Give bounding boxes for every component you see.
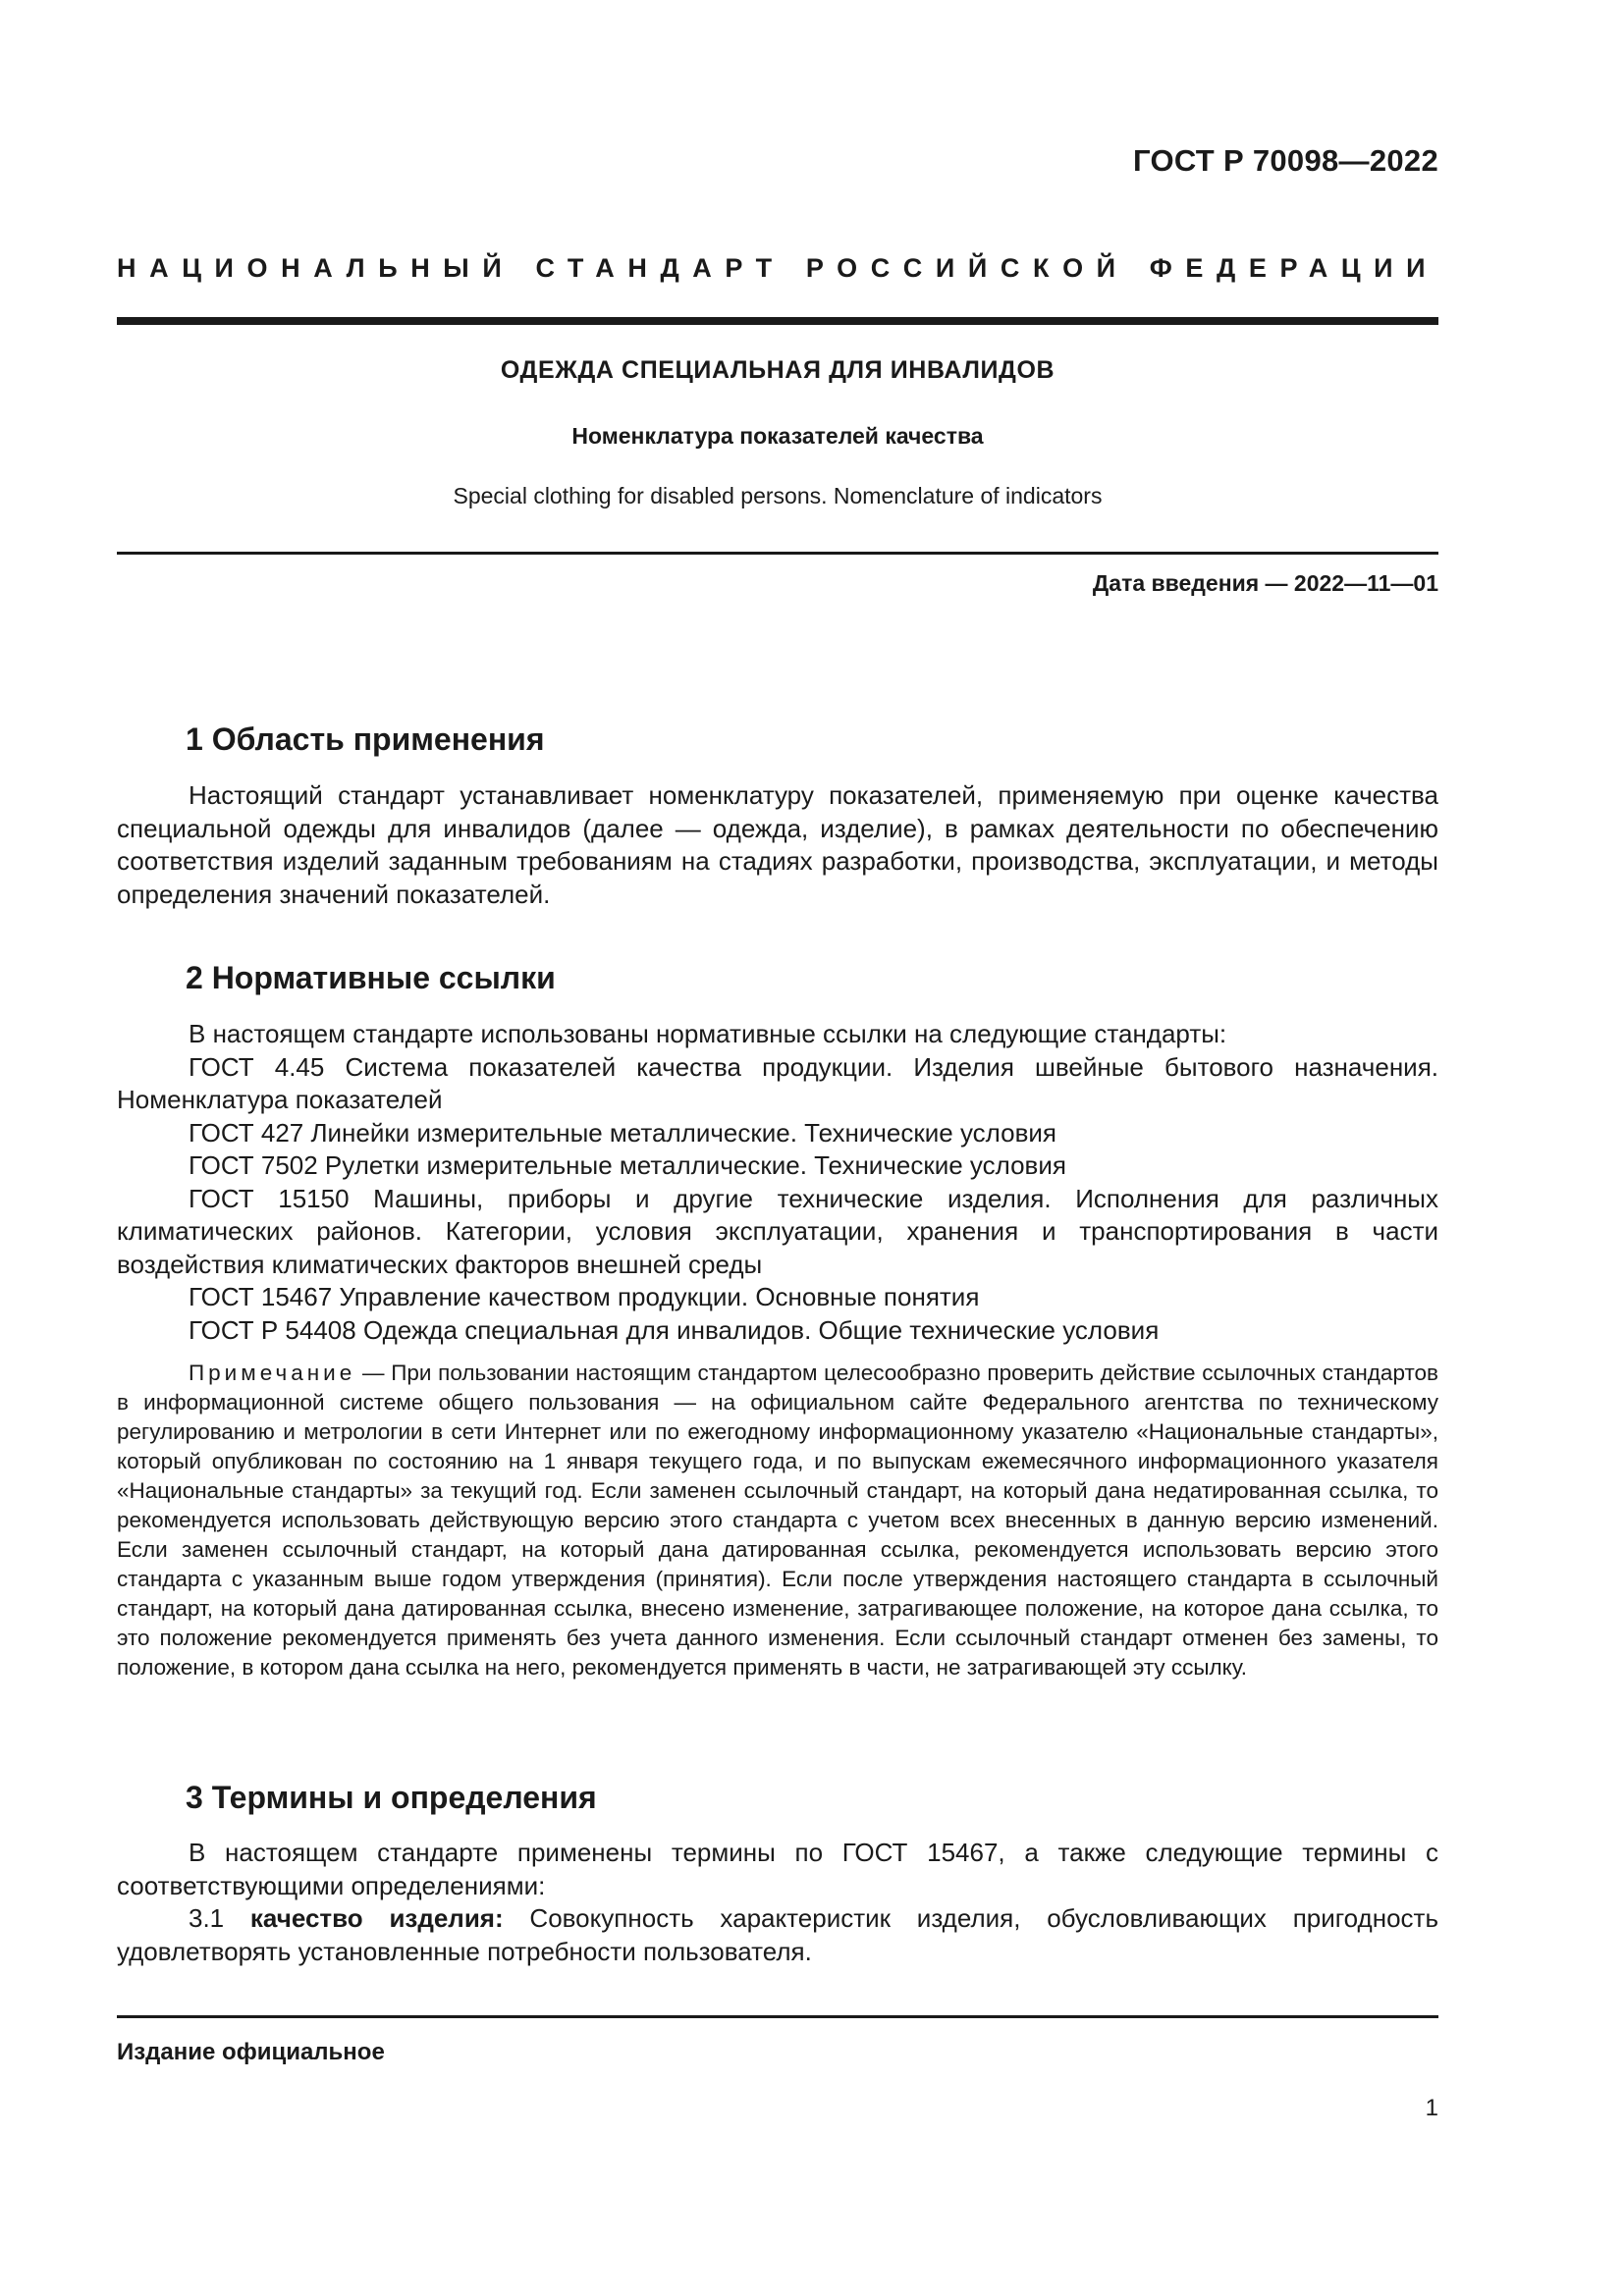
document-page bbox=[117, 0, 1438, 2296]
reference-item: ГОСТ 7502 Рулетки измерительные металлические. Технические условия bbox=[189, 1150, 1066, 1180]
reference-item: ГОСТ Р 54408 Одежда специальная для инвалидов. Общие технические условия bbox=[189, 1314, 1160, 1345]
reference-item: ГОСТ 427 Линейки измерительные металлические. Технические условия bbox=[189, 1117, 1056, 1148]
section-1-heading: 1 Область применения bbox=[186, 721, 545, 757]
document-title-english: Special clothing for disabled persons. Nomenclature of indicators bbox=[453, 483, 1103, 508]
reference-item: ГОСТ 15150 Машины, приборы и другие технические изделия. Исполнения для различных климатических районов. Категории, условия эксплуатации, хранения и транспортирования в части воздействия климатических факторов внешней среды bbox=[117, 1183, 1438, 1279]
bottom-divider bbox=[117, 2015, 1438, 2018]
section-2-body bbox=[117, 1018, 1438, 1347]
document-subtitle: Номенклатура показателей качества bbox=[571, 423, 984, 449]
section-3-body bbox=[117, 1837, 1438, 1968]
references-note bbox=[117, 1359, 1438, 1682]
national-standard-banner: НАЦИОНАЛЬНЫЙ СТАНДАРТ РОССИЙСКОЙ ФЕДЕРАЦИИ bbox=[117, 253, 1439, 283]
top-divider bbox=[117, 317, 1438, 325]
term-number: 3.1 bbox=[189, 1903, 250, 1933]
section-3-heading: 3 Термины и определения bbox=[186, 1780, 597, 1815]
title-divider bbox=[117, 552, 1438, 555]
term-text: Совокупность характеристик изделия, обусловливающих пригодность удовлетворять установленные потребности пользователя. bbox=[117, 1903, 1439, 1966]
term-definition bbox=[117, 1902, 1438, 1968]
section-1-paragraph: Настоящий стандарт устанавливает номенклатуру показателей, применяемую при оценке качества специальной одежды для инвалидов (далее — одежда, изделие), в рамках деятельности по обеспечению соответствия изделий заданным требованиям на стадиях разработки, производства, эксплуатации, и методы определения значений показателей. bbox=[117, 780, 1438, 909]
page-number: 1 bbox=[1425, 2095, 1438, 2121]
section-2-heading: 2 Нормативные ссылки bbox=[186, 960, 556, 995]
document-title: ОДЕЖДА СПЕЦИАЛЬНАЯ ДЛЯ ИНВАЛИДОВ bbox=[500, 356, 1056, 384]
introduction-date: Дата введения — 2022—11—01 bbox=[1092, 570, 1438, 596]
section-2-intro: В настоящем стандарте использованы нормативные ссылки на следующие стандарты: bbox=[189, 1019, 1227, 1048]
term-name: качество изделия: bbox=[249, 1903, 504, 1933]
note-label: Примечание bbox=[189, 1361, 356, 1385]
reference-item: ГОСТ 4.45 Система показателей качества продукции. Изделия швейные бытового назначения. Номенклатура показателей bbox=[117, 1051, 1438, 1114]
reference-item: ГОСТ 15467 Управление качеством продукции. Основные понятия bbox=[189, 1282, 980, 1311]
official-edition-label: Издание официальное bbox=[117, 2039, 385, 2065]
section-3-intro: В настоящем стандарте применены термины по ГОСТ 15467, а также следующие термины с соответствующими определениями: bbox=[117, 1838, 1438, 1900]
section-1-body bbox=[117, 779, 1438, 911]
note-text: — При пользовании настоящим стандартом целесообразно проверить действие ссылочных стандартов в информационной системе общего пользования — на официальном сайте Федерального агентства по техническому регулированию и метрологии в сети Интернет или по ежегодному информационному указателю «Национальные стандарты», который опубликован по состоянию на 1 января текущего года, и по выпускам ежемесячного информационного указателя «Национальные стандарты» за текущий год. Если заменен ссылочный стандарт, на который дана недатированная ссылка, то рекомендуется использовать действующую версию этого стандарта с учетом всех внесенных в данную версию изменений. Если заменен ссылочный стандарт, на который дана датированная ссылка, рекомендуется использовать версию этого стандарта с указанным выше годом утверждения (принятия). Если после утверждения настоящего стандарта в ссылочный стандарт, на который дана датированная ссылка, внесено изменение, затрагивающее положение, на которое дана ссылка, то это положение рекомендуется применять без учета данного изменения. Если ссылочный стандарт отменен без замены, то положение, в котором дана ссылка на него, рекомендуется применять в части, не затрагивающей эту ссылку. bbox=[117, 1361, 1438, 1680]
document-id: ГОСТ Р 70098—2022 bbox=[1133, 143, 1438, 178]
